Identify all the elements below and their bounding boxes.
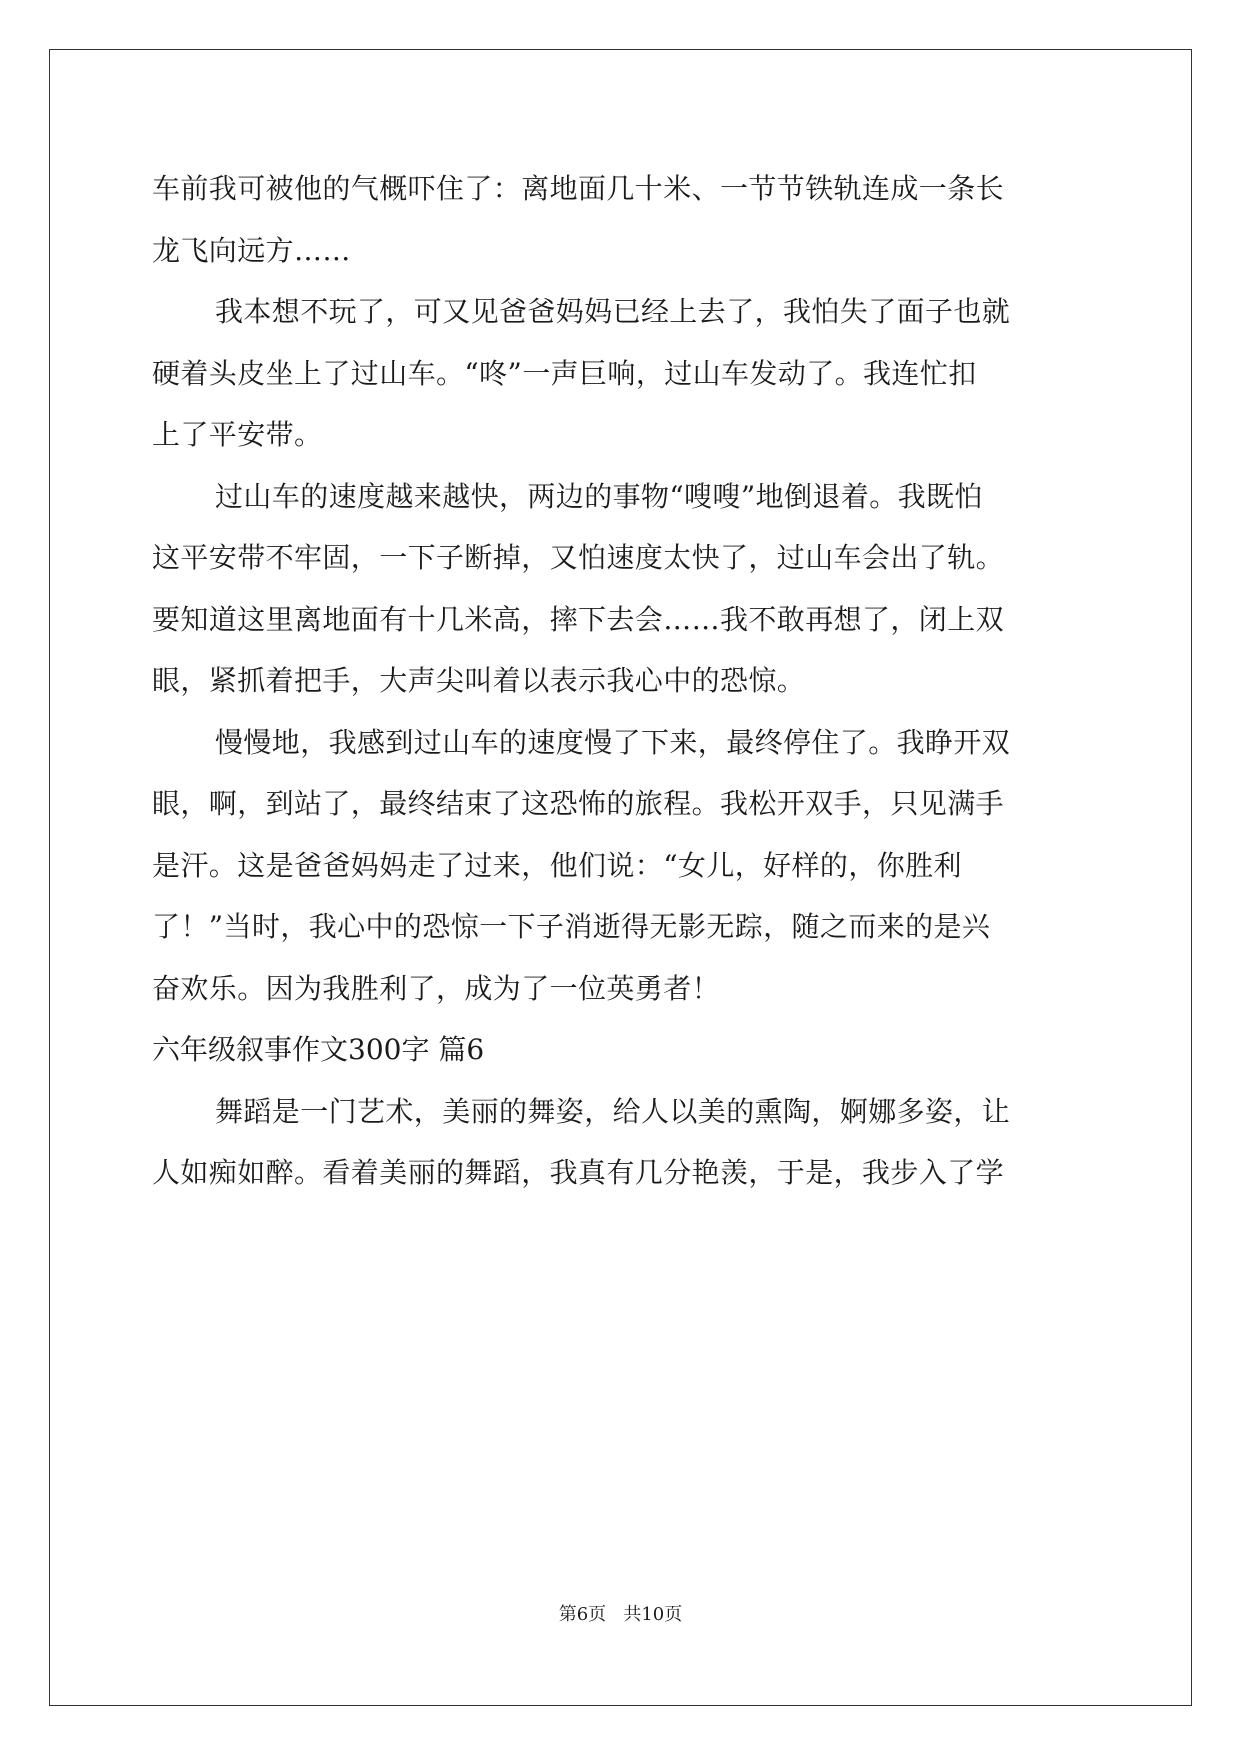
text-line: 人如痴如醉。看着美丽的舞蹈，我真有几分艳羡，于是，我步入了学 bbox=[152, 1156, 1005, 1189]
text-line: 奋欢乐。因为我胜利了，成为了一位英勇者！ bbox=[152, 971, 721, 1005]
text-line: 龙飞向远方…… bbox=[152, 233, 351, 267]
text-line: 车前我可被他的气概吓住了：离地面几十米、一节节铁轨连成一条长 bbox=[152, 172, 1005, 205]
text-line: 舞蹈是一门艺术，美丽的舞姿，给人以美的熏陶，婀娜多姿，让 bbox=[215, 1094, 1011, 1128]
section-heading: 六年级叙事作文300字 篇6 bbox=[152, 1033, 485, 1066]
text-line: 上了平安带。 bbox=[152, 418, 323, 451]
document-body bbox=[152, 158, 1090, 1204]
text-line: 眼，啊，到站了，最终结束了这恐怖的旅程。我松开双手，只见满手 bbox=[152, 787, 1005, 820]
text-line: 这平安带不牢固，一下子断掉，又怕速度太快了，过山车会出了轨。 bbox=[152, 541, 1005, 574]
text-line: 了！”当时，我心中的恐惊一下子消逝得无影无踪，随之而来的是兴 bbox=[152, 910, 991, 943]
text-line: 我本想不玩了，可又见爸爸妈妈已经上去了，我怕失了面子也就 bbox=[215, 295, 1011, 328]
text-line: 过山车的速度越来越快，两边的事物“嗖嗖”地倒退着。我既怕 bbox=[215, 479, 983, 513]
text-line: 是汗。这是爸爸妈妈走了过来，他们说：“女儿，好样的，你胜利 bbox=[152, 848, 962, 882]
text-line: 要知道这里离地面有十几米高，摔下去会……我不敢再想了，闭上双 bbox=[152, 602, 1005, 636]
page-number-footer: 第6页 共10页 bbox=[558, 1604, 683, 1625]
text-line: 慢慢地，我感到过山车的速度慢了下来，最终停住了。我睁开双 bbox=[215, 725, 1011, 759]
text-line: 硬着头皮坐上了过山车。“咚”一声巨响，过山车发动了。我连忙扣 bbox=[152, 356, 977, 390]
text-line: 眼，紧抓着把手，大声尖叫着以表示我心中的恐惊。 bbox=[152, 664, 806, 697]
